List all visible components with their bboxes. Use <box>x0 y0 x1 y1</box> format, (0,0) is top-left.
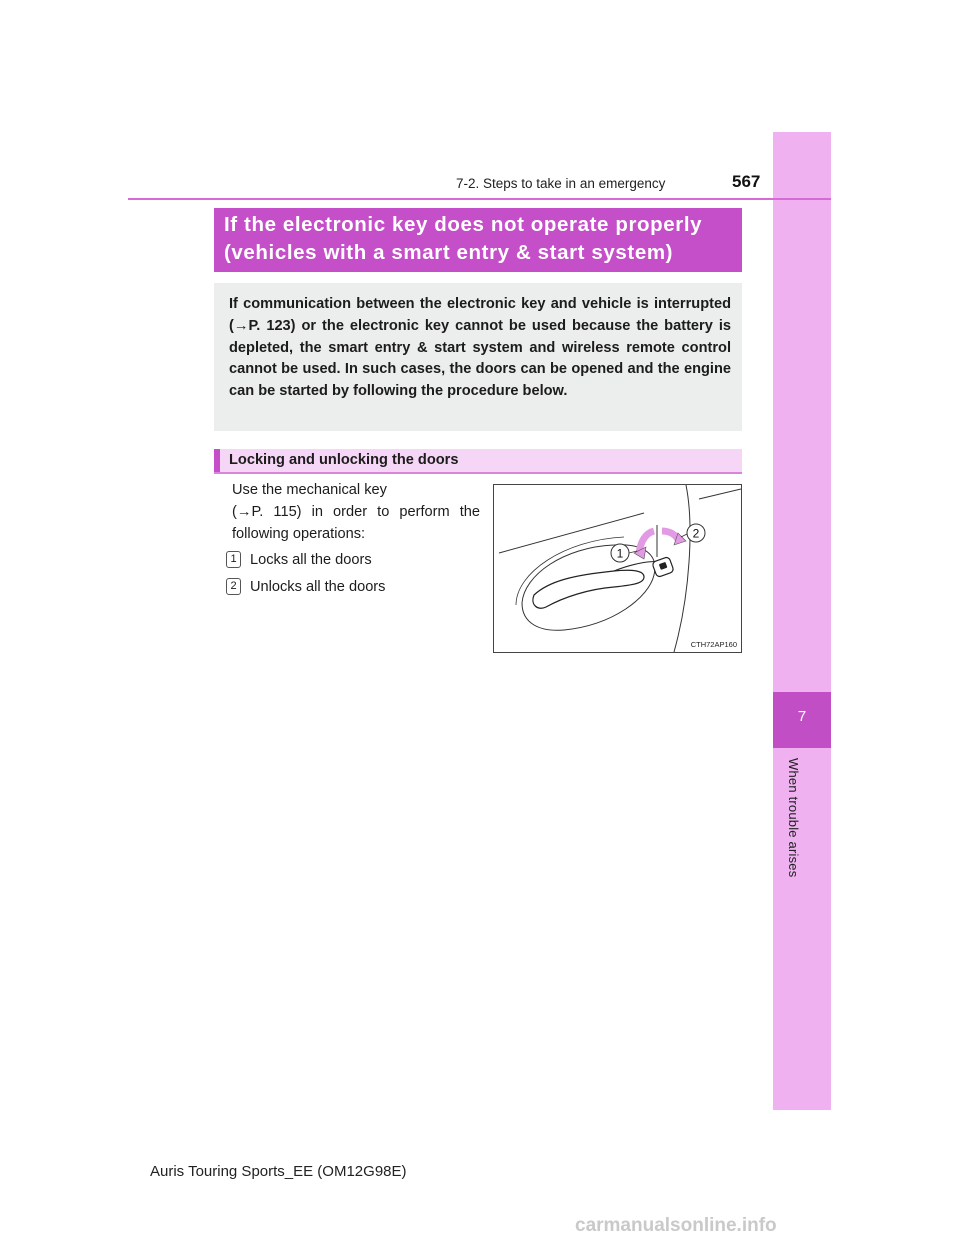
instruction-line-1: Use the mechanical key <box>232 482 387 498</box>
page-footer: Auris Touring Sports_EE (OM12G98E) <box>150 1163 407 1180</box>
subsection-accent <box>214 449 220 474</box>
instruction-word: to <box>377 503 390 520</box>
step-number-badge: 1 <box>226 551 241 568</box>
callout-label-2: 2 <box>692 526 700 541</box>
title-banner <box>214 208 742 272</box>
instruction-word: 115) <box>273 503 302 520</box>
intro-text: If communication between the electronic key and vehicle is interrupted (→P. 123) or the electronic key cannot be used because the battery is depleted, the smart entry & start system and wireless remote control cannot be used. In such cases, the doors can be opened and the engine can be started by following the procedure below. <box>229 296 731 400</box>
instruction-text <box>232 480 480 545</box>
chapter-label: When trouble arises <box>786 758 801 878</box>
watermark: carmanualsonline.info <box>575 1215 777 1236</box>
step-item-2 <box>226 578 385 595</box>
step-text: Locks all the doors <box>250 551 372 568</box>
title-line-2: (vehicles with a smart entry & start system) <box>224 241 674 264</box>
instruction-word: (→P. <box>232 503 264 520</box>
subsection-rule <box>214 472 742 474</box>
instruction-word: in <box>311 503 323 520</box>
instruction-word: perform <box>399 503 450 520</box>
subsection-header <box>214 449 742 474</box>
instruction-word: order <box>333 503 368 520</box>
instruction-word: the <box>459 503 480 520</box>
chapter-side-tab <box>773 132 831 1110</box>
section-heading: 7-2. Steps to take in an emergency <box>456 176 666 191</box>
instruction-line-3: following operations: <box>232 525 366 542</box>
step-item-1 <box>226 551 372 568</box>
callout-label-1: 1 <box>616 546 624 561</box>
title-line-1: If the electronic key does not operate properly <box>224 213 703 236</box>
instruction-line-2 <box>232 502 480 524</box>
chapter-number: 7 <box>797 708 807 725</box>
intro-box <box>214 283 742 431</box>
header-rule <box>128 198 831 200</box>
page-number: 567 <box>732 172 761 191</box>
step-number-badge: 2 <box>226 578 241 595</box>
subsection-title: Locking and unlocking the doors <box>229 452 459 468</box>
figure-code: CTH72AP160 <box>690 640 737 649</box>
step-text: Unlocks all the doors <box>250 578 386 595</box>
door-handle-illustration <box>493 484 742 653</box>
door-handle-drawing <box>494 485 741 652</box>
